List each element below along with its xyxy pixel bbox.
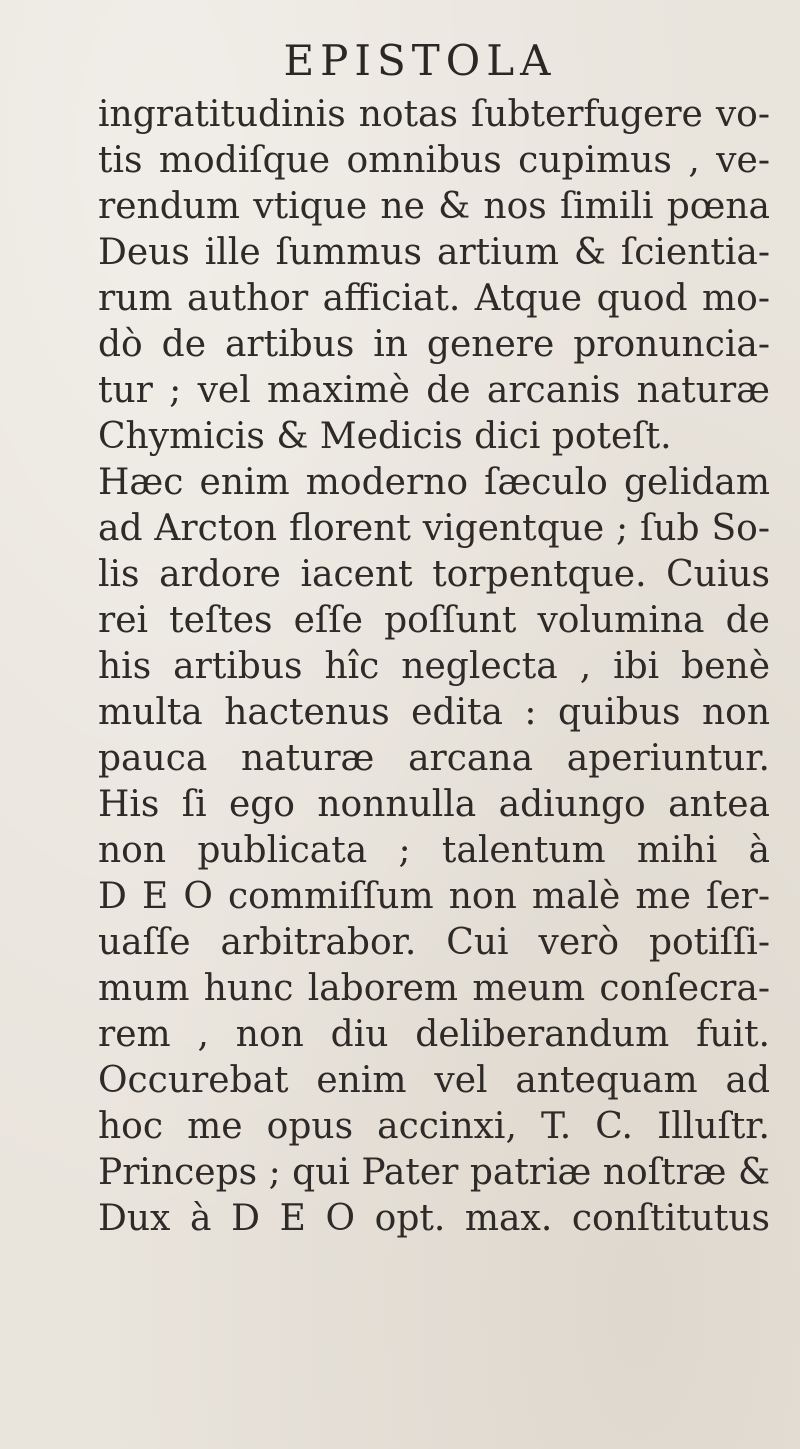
text-line: rum author afficiat. Atque quod mo- — [98, 278, 770, 319]
text-line: Dux à D E O opt. max. conſtitutus — [98, 1198, 770, 1239]
text-line: rem , non diu deliberandum fuit. — [98, 1014, 770, 1055]
text-line: dò de artibus in genere pronuncia- — [98, 324, 770, 365]
text-line: rendum vtique ne & nos ſimili pœna — [98, 186, 770, 227]
text-line: His ſi ego nonnulla adiungo antea — [98, 784, 770, 825]
running-header-text: EPISTOLA — [283, 36, 557, 85]
text-line: Chymicis & Medicis dici poteſt. — [98, 416, 672, 457]
text-line: tis modiſque omnibus cupimus , ve- — [98, 140, 770, 181]
text-line: Occurebat enim vel antequam ad — [98, 1060, 770, 1101]
text-line: uaſſe arbitrabor. Cui verò potiſſi- — [98, 922, 770, 963]
body-text — [98, 92, 770, 1242]
text-line: Hæc enim moderno ſæculo gelidam — [98, 462, 770, 503]
text-line: Princeps ; qui Pater patriæ noſtræ & — [98, 1152, 770, 1193]
text-line: non publicata ; talentum mihi à — [98, 830, 770, 871]
text-line: D E O commiſſum non malè me ſer- — [98, 876, 770, 917]
text-line: ad Arcton florent vigentque ; ſub So- — [98, 508, 770, 549]
text-line: his artibus hîc neglecta , ibi benè — [98, 646, 770, 687]
text-line: hoc me opus accinxi, T. C. Illuſtr. — [98, 1106, 770, 1147]
text-line: pauca naturæ arcana aperiuntur. — [98, 738, 770, 779]
text-line: mum hunc laborem meum conſecra- — [98, 968, 770, 1009]
text-line: lis ardore iacent torpentque. Cuius — [98, 554, 770, 595]
text-line: ingratitudinis notas ſubterfugere vo- — [98, 94, 770, 135]
text-line: tur ; vel maximè de arcanis naturæ — [98, 370, 770, 411]
running-header — [0, 36, 800, 85]
text-line: multa hactenus edita : quibus non — [98, 692, 770, 733]
text-line: Deus ille ſummus artium & ſcientia- — [98, 232, 770, 273]
text-line: rei teſtes eſſe poſſunt volumina de — [98, 600, 770, 641]
